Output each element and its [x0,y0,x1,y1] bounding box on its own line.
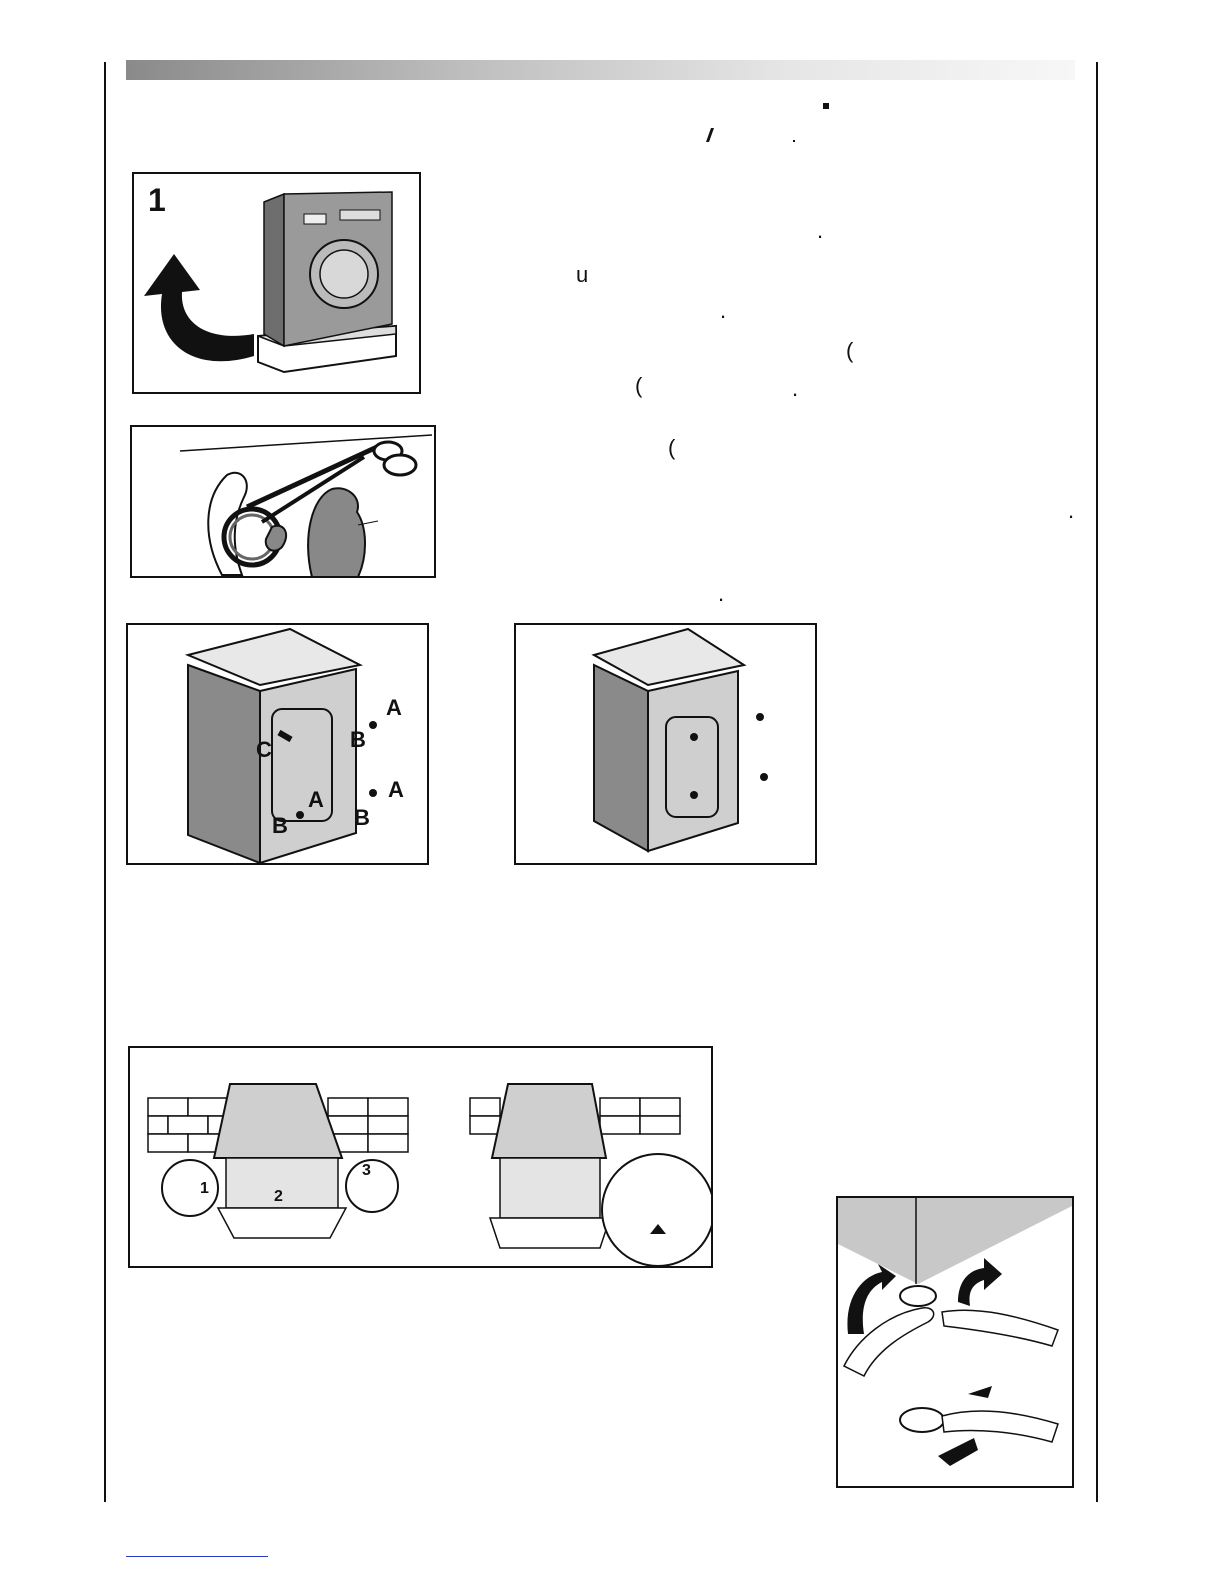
left-margin-line [104,62,106,1502]
tighten-arrow-icon [968,1386,992,1398]
footer-link[interactable] [126,1556,268,1557]
figure-2-cutting-tie [130,425,436,578]
text-fragment: . [718,581,725,606]
text-fragment: . [792,376,799,401]
header-mark-square [823,103,829,109]
figure-4-rear-plugs [514,623,817,865]
callout-3: 3 [362,1162,371,1179]
text-fragment: ( [846,338,854,363]
step-number: 1 [148,182,166,218]
label-b: B [272,813,288,838]
label-b: B [354,805,370,830]
label-a: A [386,695,402,720]
text-fragment: ( [635,373,643,398]
label-a: A [308,787,324,812]
base-installation-illustration [130,1048,711,1266]
header-mark-dot [793,140,795,142]
text-fragment: . [1068,498,1075,523]
text-fragment: u [576,262,589,287]
callout-2: 2 [274,1188,283,1205]
text-fragment: ( [668,435,676,460]
machine-on-base-illustration [134,174,419,392]
header-gradient-bar [126,60,1075,80]
text-fragment: . [720,298,727,323]
rotate-right-arrow-icon [958,1258,1002,1306]
right-margin-line [1096,62,1098,1502]
label-b: B [350,727,366,752]
header-mark-arrow [700,126,720,144]
rear-plugs-illustration [516,625,815,863]
text-fragment: . [817,218,824,243]
curved-arrow-icon [144,254,254,361]
figure-5-base-installation [128,1046,713,1268]
direction-arrow-icon [938,1438,978,1466]
figure-1-machine-on-base [132,172,421,394]
cutting-tie-illustration [132,427,434,576]
adjusting-feet-illustration [838,1198,1072,1486]
callout-1: 1 [200,1180,209,1197]
figure-6-adjusting-feet [836,1196,1074,1488]
label-a: A [388,777,404,802]
figure-3-rear-screws [126,623,429,865]
label-c: C [256,737,272,762]
